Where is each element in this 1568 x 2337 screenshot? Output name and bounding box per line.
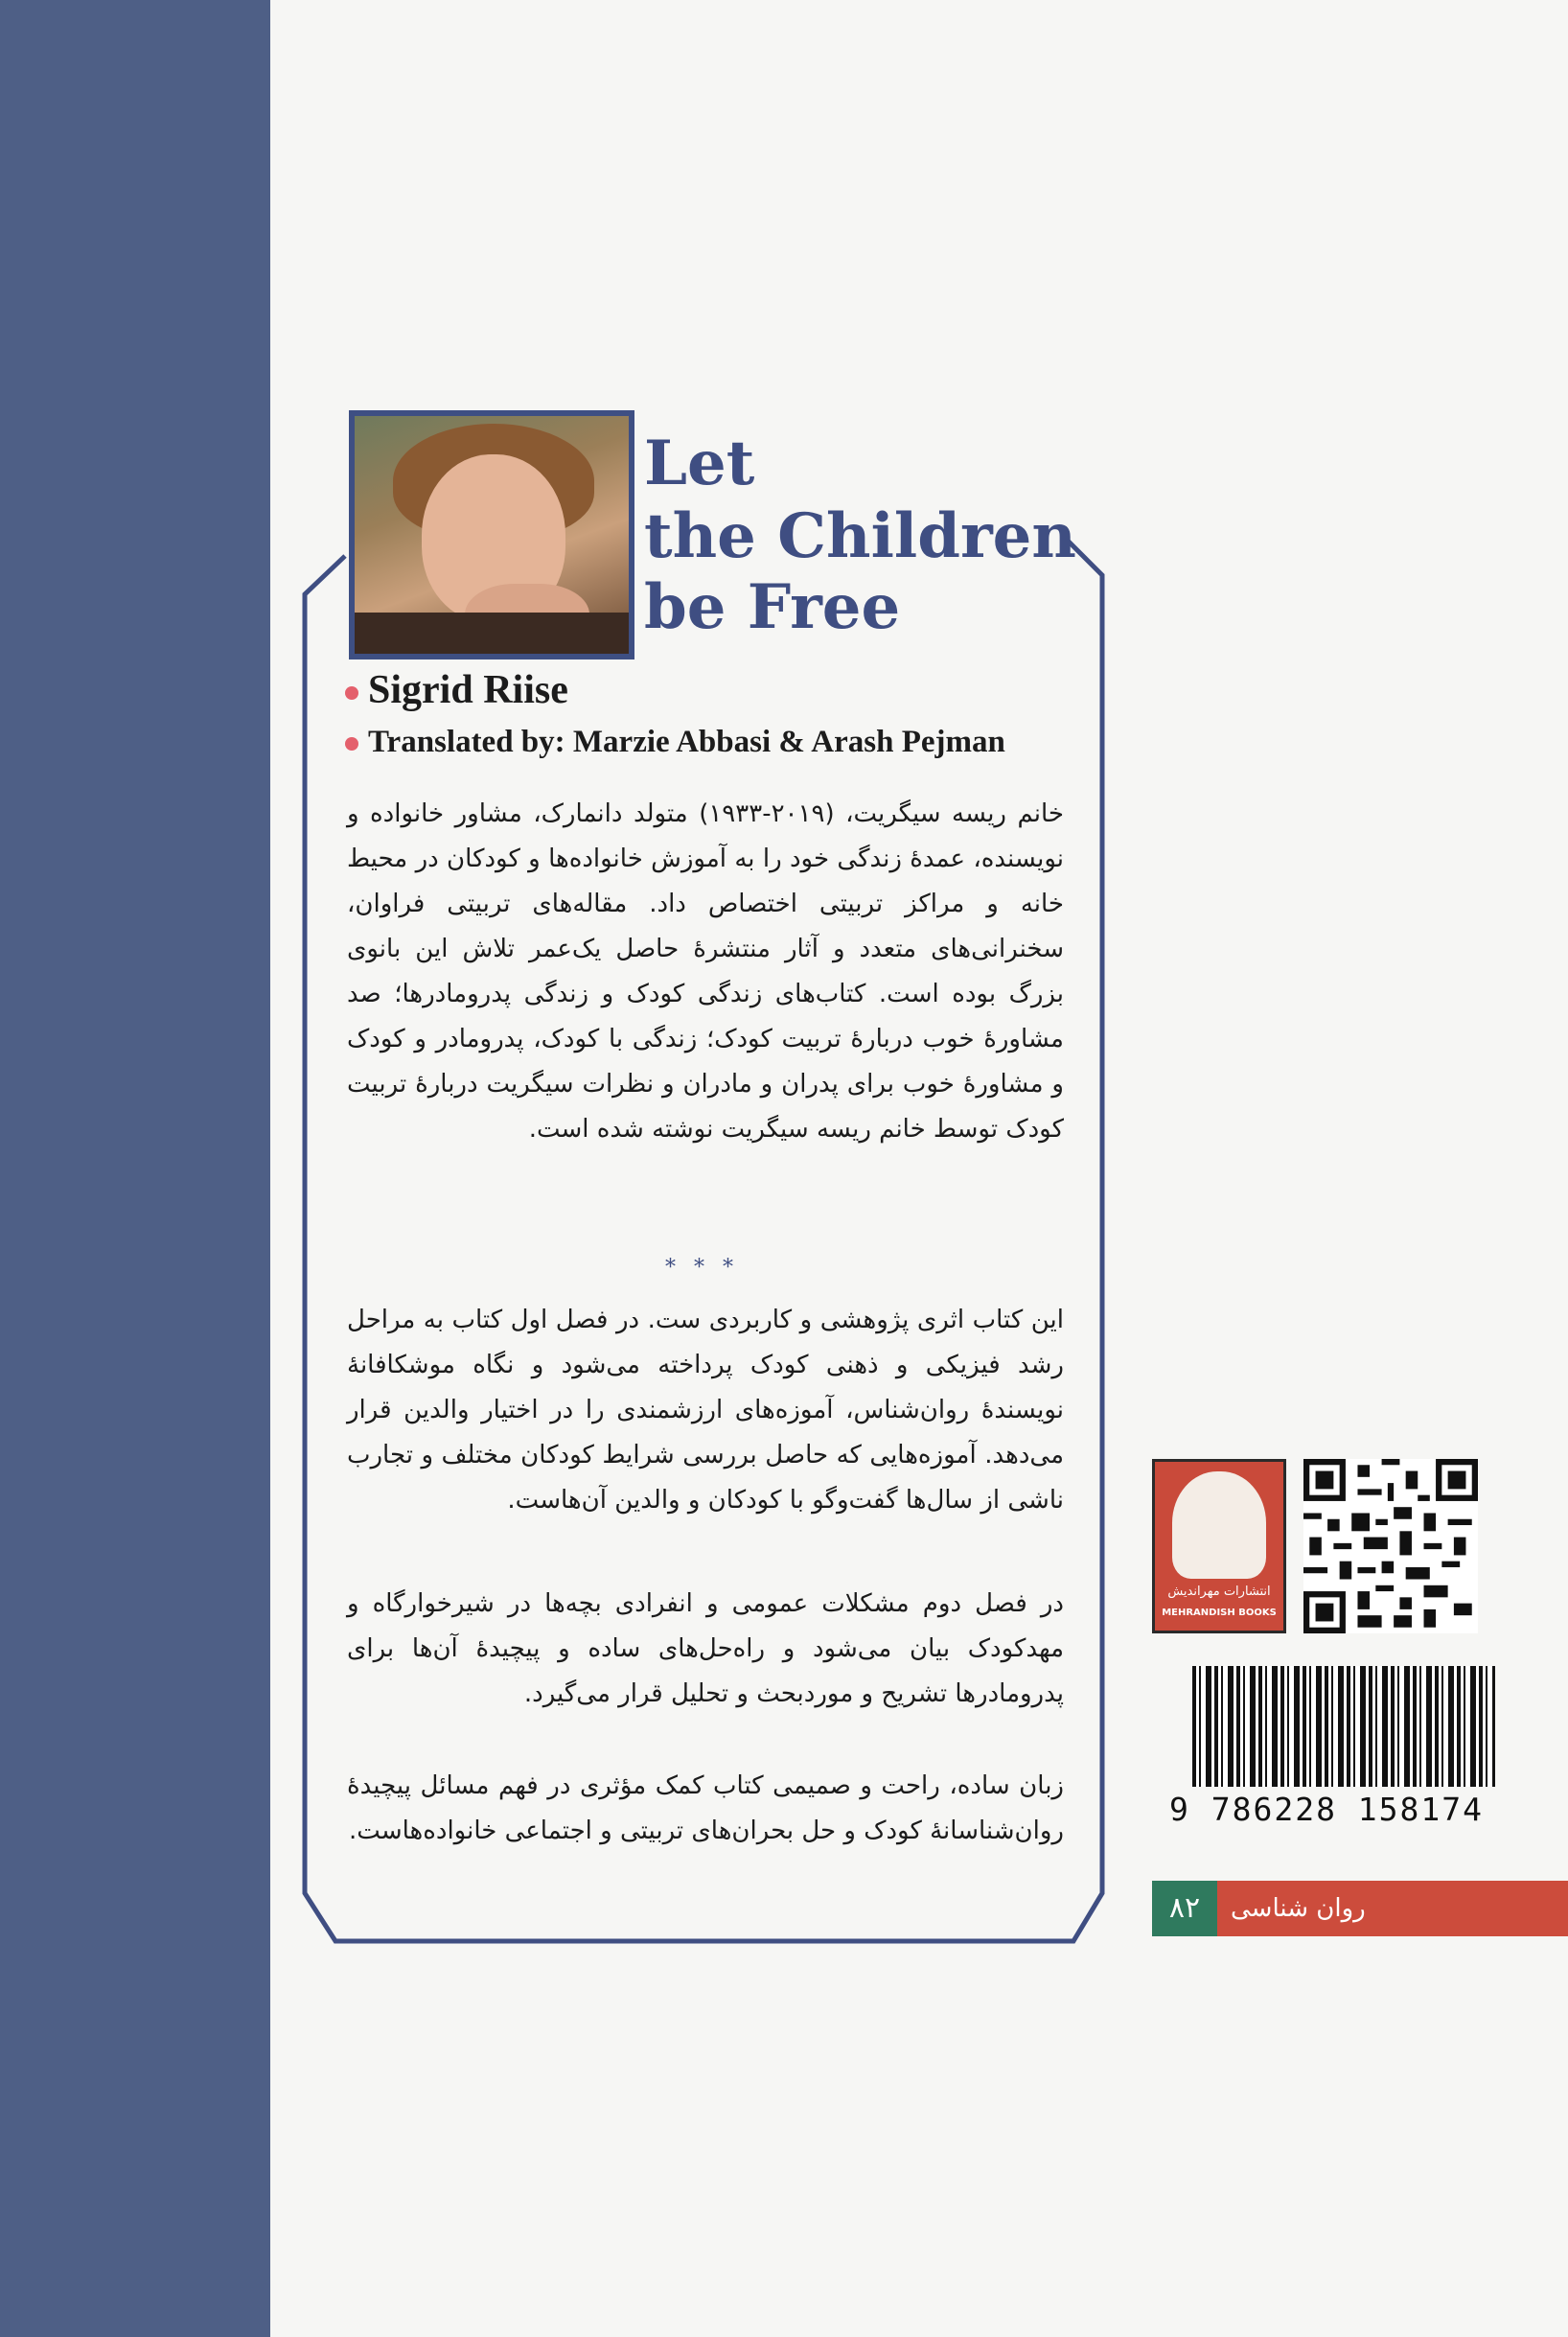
bullet-icon — [345, 737, 358, 751]
paragraph-separator: * * * — [665, 1256, 739, 1280]
title-line-3: be Free — [644, 571, 901, 643]
isbn-barcode — [1192, 1666, 1495, 1787]
title-line-1: Let — [644, 428, 755, 499]
description-paragraph-3: در فصل دوم مشکلات عمومی و انفرادی بچه‌ها در شیرخوارگاه و مهدکودک بیان می‌شود و راه‌حل‌های ساده و پیچیدهٔ آن‌ها برای پدرومادرها تشریح و موردبحث و تحلیل قرار می‌گیرد. — [347, 1589, 1064, 1708]
description-paragraph-1: خانم ریسه سیگریت، (۲۰۱۹-۱۹۳۳) متولد دانمارک، مشاور خانواده و نویسنده، عمدهٔ زندگی خود را به آموزش خانواده‌ها و کودکان در محیط خانه و مراکز تربیتی اختصاص داد. مقاله‌های تربیتی فراوان، سخنرانی‌های متعدد و آثار منتشرهٔ حاصل یک‌عمر تلاش این بانوی بزرگ بوده است. کتاب‌های زندگی کودک و زندگی پدرومادرها؛ صد مشاورهٔ خوب دربارهٔ تربیت کودک؛ زندگی با کودک، پدرومادر و کودک و مشاورهٔ خوب برای پدران و مادران و نظرات سیگریت دربارهٔ تربیت کودک توسط خانم ریسه سیگریت نوشته شده است. — [347, 799, 1064, 1144]
translator-names: Translated by: Marzie Abbasi & Arash Pejman — [368, 725, 1005, 759]
author-credit — [345, 667, 568, 713]
series-label: روان شناسی — [1231, 1894, 1366, 1923]
bullet-icon — [345, 686, 358, 700]
isbn-digits: 9 786228 158174 — [1169, 1791, 1485, 1828]
qr-code — [1303, 1459, 1478, 1633]
publisher-name-en: MEHRANDISH BOOKS — [1162, 1608, 1277, 1618]
author-name: Sigrid Riise — [368, 668, 568, 712]
translator-credit — [345, 725, 1005, 760]
author-portrait — [349, 410, 634, 659]
lotus-icon — [1172, 1471, 1266, 1579]
publisher-name-fa: انتشارات مهراندیش — [1167, 1585, 1271, 1599]
series-number: ۸۲ — [1152, 1881, 1217, 1936]
publisher-logo — [1152, 1459, 1286, 1633]
title-line-2: the Children — [644, 500, 1076, 572]
description-paragraph-4: زبان ساده، راحت و صمیمی کتاب کمک مؤثری در فهم مسائل پیچیدهٔ روان‌شناسانهٔ کودک و حل بحران‌های تربیتی و اجتماعی خانواده‌هاست. — [347, 1771, 1064, 1845]
description-paragraph-2: این کتاب اثری پژوهشی و کاربردی ست. در فصل اول کتاب به مراحل رشد فیزیکی و ذهنی کودک پرداخته می‌شود و نگاه موشکافانهٔ نویسندهٔ روان‌شناس، آموزه‌های ارزشمندی را در اختیار والدین قرار می‌دهد. آموزه‌هایی که حاصل بررسی شرایط کودکان مختلف و تجارب ناشی از سال‌ها گفت‌وگو با کودکان و والدین آن‌هاست. — [347, 1306, 1064, 1515]
